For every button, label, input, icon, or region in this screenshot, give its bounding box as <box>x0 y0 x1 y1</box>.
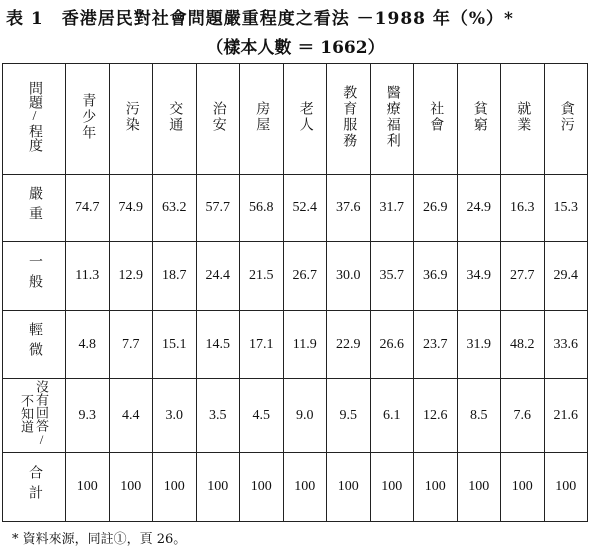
table-cell: 100 <box>109 453 153 522</box>
row-label: 一般 <box>27 253 42 294</box>
table-cell: 9.0 <box>283 379 327 453</box>
table-cell: 74.7 <box>66 175 110 242</box>
row-label: 合計 <box>27 464 42 505</box>
table-cell: 100 <box>153 453 197 522</box>
row-header <box>3 242 66 311</box>
header-row <box>3 64 588 175</box>
table-title: 表 1 香港居民對社會問題嚴重程度之看法 －1988 年（%）* <box>6 9 514 29</box>
table-cell: 30.0 <box>327 242 371 311</box>
table-cell: 100 <box>240 453 284 522</box>
column-header <box>414 64 458 175</box>
table-cell: 100 <box>283 453 327 522</box>
table-cell: 48.2 <box>501 311 545 379</box>
table-cell: 100 <box>544 453 588 522</box>
column-header <box>544 64 588 175</box>
column-header-label: 貧窮 <box>471 100 487 133</box>
table-cell: 6.1 <box>370 379 414 453</box>
table-cell: 16.3 <box>501 175 545 242</box>
table-cell: 100 <box>327 453 371 522</box>
column-header <box>196 64 240 175</box>
table-cell: 33.6 <box>544 311 588 379</box>
table-cell: 26.6 <box>370 311 414 379</box>
table-cell: 4.5 <box>240 379 284 453</box>
table-cell: 100 <box>457 453 501 522</box>
table-cell: 35.7 <box>370 242 414 311</box>
column-header-label: 治安 <box>210 100 226 133</box>
corner-label: 問題/程度 <box>27 81 42 152</box>
source-footnote: * 資料來源，同註①，頁 26。 <box>12 532 187 547</box>
table-cell: 15.1 <box>153 311 197 379</box>
column-header <box>501 64 545 175</box>
row-header <box>3 175 66 242</box>
survey-table <box>2 63 588 522</box>
column-header <box>283 64 327 175</box>
table-cell: 4.8 <box>66 311 110 379</box>
table-cell: 4.4 <box>109 379 153 453</box>
column-header-label: 教育服務 <box>341 84 357 149</box>
table-cell: 29.4 <box>544 242 588 311</box>
table-cell: 14.5 <box>196 311 240 379</box>
table-cell: 21.6 <box>544 379 588 453</box>
column-header-label: 社會 <box>428 100 444 133</box>
table-cell: 74.9 <box>109 175 153 242</box>
column-header-label: 污染 <box>123 100 139 133</box>
column-header-label: 交通 <box>167 100 183 133</box>
table-cell: 100 <box>370 453 414 522</box>
column-header <box>370 64 414 175</box>
table-cell: 11.9 <box>283 311 327 379</box>
table-subtitle: （樣本人數 ＝ 1662） <box>206 38 385 58</box>
column-header-label: 醫療福利 <box>384 84 400 149</box>
table-cell: 8.5 <box>457 379 501 453</box>
column-header-label: 老人 <box>297 100 313 133</box>
table-cell: 3.0 <box>153 379 197 453</box>
row-label: 沒有回答/不知道 <box>19 379 49 447</box>
table-row <box>3 175 588 242</box>
table-cell: 7.7 <box>109 311 153 379</box>
table-row <box>3 453 588 522</box>
corner-header <box>3 64 66 175</box>
table-cell: 17.1 <box>240 311 284 379</box>
table-cell: 3.5 <box>196 379 240 453</box>
table-row <box>3 311 588 379</box>
row-header <box>3 379 66 453</box>
table-cell: 9.5 <box>327 379 371 453</box>
table-cell: 100 <box>501 453 545 522</box>
table-cell: 11.3 <box>66 242 110 311</box>
table-cell: 57.7 <box>196 175 240 242</box>
table-cell: 100 <box>66 453 110 522</box>
table-cell: 24.4 <box>196 242 240 311</box>
table-cell: 100 <box>414 453 458 522</box>
column-header-label: 就業 <box>515 100 531 133</box>
table-cell: 63.2 <box>153 175 197 242</box>
row-header <box>3 311 66 379</box>
column-header-label: 青少年 <box>80 92 96 141</box>
table-cell: 24.9 <box>457 175 501 242</box>
column-header <box>109 64 153 175</box>
table-cell: 100 <box>196 453 240 522</box>
table-cell: 23.7 <box>414 311 458 379</box>
table-cell: 27.7 <box>501 242 545 311</box>
table-cell: 21.5 <box>240 242 284 311</box>
column-header <box>457 64 501 175</box>
table-cell: 15.3 <box>544 175 588 242</box>
row-label: 嚴重 <box>27 185 42 226</box>
table-cell: 31.9 <box>457 311 501 379</box>
table-cell: 26.9 <box>414 175 458 242</box>
table-cell: 26.7 <box>283 242 327 311</box>
row-header <box>3 453 66 522</box>
table-cell: 56.8 <box>240 175 284 242</box>
table-cell: 37.6 <box>327 175 371 242</box>
table-cell: 12.6 <box>414 379 458 453</box>
table-cell: 36.9 <box>414 242 458 311</box>
table-cell: 12.9 <box>109 242 153 311</box>
table-cell: 7.6 <box>501 379 545 453</box>
table-cell: 18.7 <box>153 242 197 311</box>
table-cell: 34.9 <box>457 242 501 311</box>
table-cell: 31.7 <box>370 175 414 242</box>
column-header <box>240 64 284 175</box>
row-label: 輕微 <box>27 322 42 362</box>
column-header-label: 房屋 <box>254 100 270 133</box>
table-cell: 9.3 <box>66 379 110 453</box>
column-header <box>153 64 197 175</box>
table-row <box>3 379 588 453</box>
column-header-label: 貪污 <box>558 100 574 133</box>
table-cell: 22.9 <box>327 311 371 379</box>
column-header <box>66 64 110 175</box>
column-header <box>327 64 371 175</box>
table-cell: 52.4 <box>283 175 327 242</box>
table-row <box>3 242 588 311</box>
